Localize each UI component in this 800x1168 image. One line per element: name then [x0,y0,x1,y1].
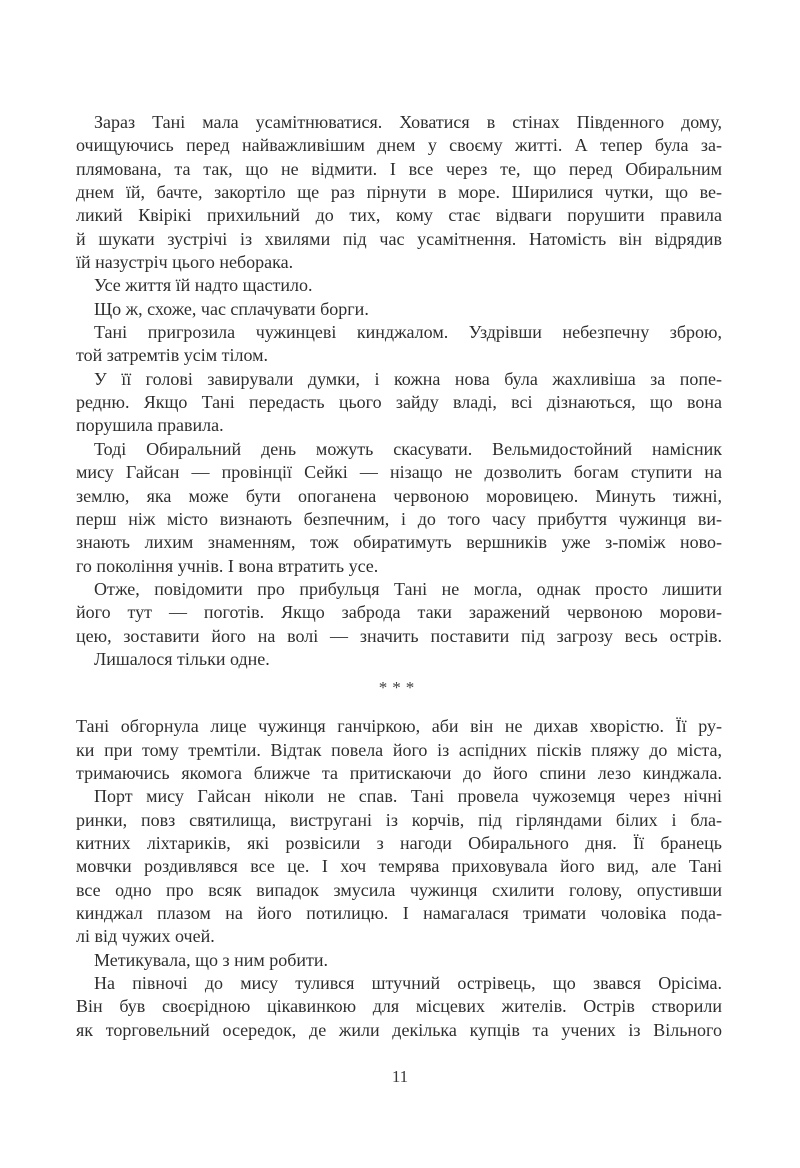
text-line: їй назустріч цього неборака. [76,252,294,273]
paragraph [76,368,722,438]
text-line: ринки, повз святилища, вистругані із корчів, під гірляндами білих і бла- [76,809,722,830]
text-line: тримаючись якомога ближче та притискаючи до його спини лезо кинджала. [76,762,722,783]
text-line: й шукати зустрічі із хвилями під час усамітнення. Натомість він відрядив [76,228,722,249]
text-line: У її голові завирували думки, і кожна нова була жахливіша за попе- [94,368,722,389]
paragraph [76,949,722,972]
text-line: Тані обгорнула лице чужинця ганчіркою, аби він не дихав хворістю. Її ру- [76,716,722,737]
paragraph [76,321,722,368]
text-line: На півночі до мису тулився штучний острівець, що звався Орісіма. [94,973,722,994]
text-line: Отже, повідомити про прибульця Тані не могла, однак просто лишити [94,578,722,599]
paragraph [76,438,722,578]
paragraph [76,972,722,1042]
text-line: Зараз Тані мала усамітнюватися. Ховатися в стінах Південного дому, [94,112,722,132]
text-line: Тані пригрозила чужинцеві кинджалом. Уздрівши небезпечну зброю, [94,322,722,343]
text-line: мису Гайсан — провінції Сейкі — нізащо не дозволить богам ступити на [76,462,722,483]
page-number: 11 [391,1067,409,1086]
text-line: Тоді Обиральний день можуть скасувати. Вельмидостойний намісник [94,438,722,459]
text-line: кинджал плазом на його потилицю. І намагалася тримати чоловіка пода- [76,903,722,923]
text-line: знають лихим знаменням, тож обиратимуть вершників уже з-поміж ново- [76,532,722,553]
text-line: го покоління учнів. І вона втратить усе. [76,555,379,576]
text-line: порушила правила. [76,415,224,436]
text-line: днем їй, бачте, закортіло ще раз пірнути в море. Ширилися чутки, що ве- [76,182,722,203]
text-line: Метикувала, що з ним робити. [94,949,329,970]
text-line: очищуючись перед найважливішим днем у своєму житті. А тепер була за- [76,135,722,156]
text-line: той затремтів усім тілом. [76,345,269,366]
text-section [76,111,722,671]
text-line: землю, яка може бути опоганена червоною моровицею. Минуть тижні, [76,485,722,506]
text-line: все одно про всяк випадок змусила чужинця схилити голову, опустивши [76,879,722,900]
text-line: мовчки роздивлявся все це. І хоч темрява приховувала його вид, але Тані [76,856,722,877]
text-line: китних ліхтариків, які розвісили з нагоди Обирального дня. Її бранець [76,832,722,853]
text-line: редню. Якщо Тані передасть цього зайду владі, всі дізнаються, що вона [76,392,722,413]
text-line: ликий Квірікі прихильний до тих, кому стає відваги порушити правила [76,205,722,226]
text-line: Порт мису Гайсан ніколи не спав. Тані провела чужоземця через нічні [94,786,722,807]
paragraph [76,785,722,948]
paragraph [76,578,722,648]
paragraph [76,298,722,321]
text-line: Усе життя їй надто щастило. [94,275,313,296]
text-line: його тут — поготів. Якщо заброда таки заражений червоною морови- [76,602,722,623]
scene-separator: *** [378,678,420,698]
paragraph [76,715,722,785]
text-line: Він був своєрідною цікавинкою для місцевих жителів. Острів створили [76,996,722,1017]
text-line: цею, зоставити його на волі — значить поставити під загрозу весь острів. [76,625,722,646]
text-line: ки при тому тремтіли. Відтак повела його із аспідних пісків пляжу до міста, [76,739,722,760]
text-line: перш ніж місто визнають безпечним, і до того часу прибуття чужинця ви- [76,508,722,529]
paragraph [76,111,722,274]
text-line: Лишалося тільки одне. [94,648,270,669]
page-text [76,111,722,1042]
text-line: плямована, та так, що не відмити. І все через те, що перед Обиральним [76,158,722,179]
text-section [76,715,722,1042]
text-line: лі від чужих очей. [76,926,215,947]
text-line: Що ж, схоже, час сплачувати борги. [94,298,369,319]
text-line: як торговельний осередок, де жили декілька купців та учених із Вільного [76,1019,722,1040]
paragraph [76,274,722,297]
paragraph [76,648,722,671]
